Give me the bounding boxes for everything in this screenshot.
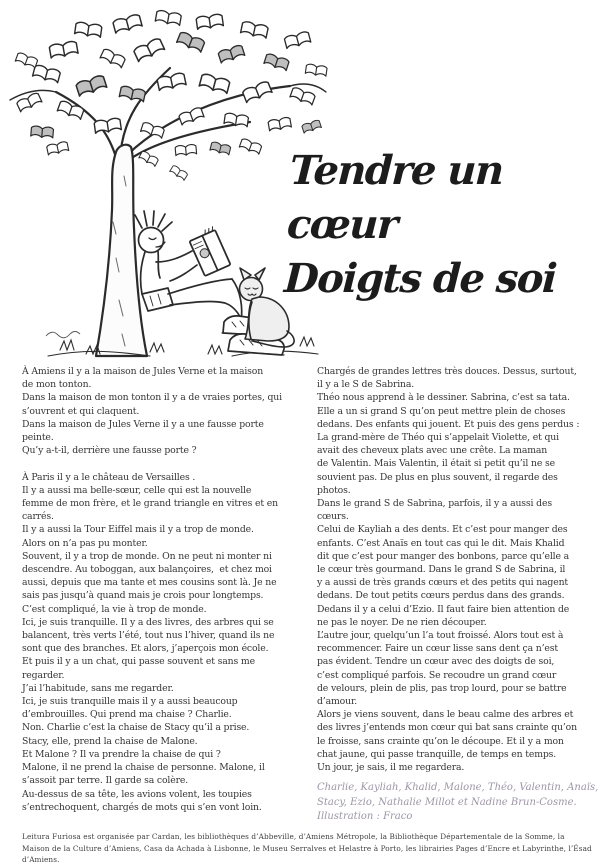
- text-line: dedans. De tout petits cœurs perdus dans des grands.: [317, 590, 565, 602]
- text-line: des livres j’entends mon cœur qui bat sans crainte qu’on: [317, 722, 577, 734]
- text-line: chat jaune, qui passe tranquille, de temps en temps.: [317, 748, 557, 760]
- book-icon: [239, 138, 262, 155]
- book-icon: [218, 44, 245, 63]
- text-line: regarder.: [22, 669, 65, 681]
- artist-signature-mark: [46, 332, 80, 338]
- book-icon: [57, 100, 84, 120]
- text-line: cœurs.: [317, 511, 349, 523]
- text-line: ne pas le noyer. De ne rien découper.: [317, 616, 487, 628]
- text-line: carrés.: [22, 511, 54, 523]
- text-line: [22, 457, 308, 470]
- text-line: Alors on n’a pas pu monter.: [22, 537, 148, 549]
- book-icon: [32, 64, 60, 83]
- text-line: s’assoit par terre. Il garde sa colère.: [22, 775, 189, 787]
- book-icon: [176, 31, 205, 53]
- text-line: d’embrouilles. Qui prend ma chaise ? Charlie.: [22, 709, 232, 721]
- text-line: À Amiens il y a la maison de Jules Verne et la maison: [22, 366, 264, 377]
- text-line: Alors je viens souvent, dans le beau calme des arbres et: [317, 709, 574, 721]
- book-icon: [112, 14, 142, 34]
- text-line: femme de mon frère, et le grand triangle en vitres et en: [22, 498, 278, 510]
- book-icon: [31, 126, 54, 139]
- book-icon: [15, 52, 38, 69]
- text-line: Ici, je suis tranquille. Il y a des livres, des arbres qui se: [22, 616, 274, 628]
- text-line: le froisse, sans crainte qu’on le découpe. Et il y a mon: [317, 735, 564, 747]
- book-icon: [210, 141, 231, 155]
- text-line: aussi, depuis que ma tante et mes cousins sont là. Je ne: [22, 577, 277, 589]
- text-line: dedans. Des enfants qui jouent. Et puis des gens perdus :: [317, 418, 580, 430]
- book-icon: [169, 165, 188, 181]
- text-line: recommencer. Faire un cœur lisse sans dent ça n’est: [317, 643, 558, 655]
- book-icon: [100, 48, 126, 68]
- text-line: C’est compliqué, la vie à trop de monde.: [22, 603, 207, 615]
- poster-title-line: Tendre un cœur: [285, 147, 504, 248]
- text-line: Malone, il ne prend la chaise de personne. Malone, il: [22, 762, 265, 774]
- text-line: photos.: [317, 484, 351, 496]
- book-icon: [140, 122, 164, 139]
- text-line: Chargés de grandes lettres très douces. Dessus, surtout,: [317, 366, 577, 377]
- credits-line: Illustration : Fraco: [317, 811, 413, 823]
- text-line: sais pas jusqu’à quand mais je crois pour longtemps.: [22, 590, 264, 602]
- text-line: Dans la maison de mon tonton il y a de vraies portes, qui: [22, 392, 282, 404]
- text-line: s’entrechoquent, chargés de mots qui s’en vont loin.: [22, 801, 262, 813]
- book-icon: [133, 37, 165, 62]
- text-line: La grand-mère de Théo qui s’appelait Violette, et qui: [317, 432, 559, 444]
- text-line: peinte.: [22, 432, 54, 444]
- text-line: Elle a un si grand S qu’on peut mettre plein de choses: [317, 405, 566, 417]
- text-line: Et Malone ? Il va prendre la chaise de qui ?: [22, 748, 221, 760]
- book-icon: [240, 21, 268, 39]
- poster-title-line: Doigts de soi: [282, 255, 558, 302]
- text-column-right-lines: [317, 365, 601, 774]
- book-icon: [139, 150, 159, 166]
- text-line: le cœur très gourmand. Dans le grand S de Sabrina, il: [317, 564, 566, 576]
- poster-title: [283, 144, 611, 306]
- credits-line: Stacy, Ezio, Nathalie Millot et Nadine Brun-Cosme.: [317, 796, 577, 808]
- text-line: Il y a aussi la Tour Eiffel mais il y a trop de monde.: [22, 524, 254, 536]
- book-icon: [264, 53, 290, 71]
- book-icon: [155, 10, 181, 26]
- text-line: dit que c’est pour manger des bonbons, parce qu’elle a: [317, 550, 570, 562]
- text-line: J’ai l’habitude, sans me regarder.: [22, 682, 174, 694]
- book-icon: [242, 80, 272, 103]
- text-line: Dedans il y a celui d’Ezio. Il faut faire bien attention de: [317, 603, 570, 615]
- text-line: de Valentin. Mais Valentin, il était si petit qu’il ne se: [317, 458, 555, 470]
- text-line: balancent, très verts l’été, tout nus l’hiver, quand ils ne: [22, 630, 275, 642]
- text-line: enfants. C’est Anaïs en tout cas qui le dit. Mais Khalid: [317, 537, 565, 549]
- illustration-reading-tree: [0, 0, 335, 362]
- book-icon: [175, 144, 197, 156]
- text-line: d’amour.: [317, 696, 358, 708]
- text-line: s’ouvrent et qui claquent.: [22, 405, 140, 417]
- book-icon: [75, 74, 107, 96]
- text-line: Et puis il y a un chat, qui passe souvent et sans me: [22, 656, 255, 668]
- book-icon: [119, 85, 146, 102]
- text-line: de velours, plein de plis, pas trop lourd, pour se battre: [317, 682, 567, 694]
- text-line: Dans le grand S de Sabrina, parfois, il y a aussi des: [317, 498, 552, 510]
- footer-organizers: Leitura Furiosa est organisée par Cardan, les bibliothèques d’Abbeville, d’Amiens Métropole, la Bibliothèque Départementale de la Somme, la Maison de la Culture d’Amiens, Casa da Achada à Lisbonne, le Museu Serralves et Helastre à Porto, les librairies Pages d’Encre et Labyrinthe, l’Ésad d’Amiens.: [22, 832, 592, 865]
- text-column-right: [317, 365, 601, 825]
- text-line: descendre. Au toboggan, aux balançoires, et chez moi: [22, 564, 272, 576]
- text-line: À Paris il y a le château de Versailles .: [22, 471, 196, 483]
- text-line: Dans la maison de Jules Verne il y a une fausse porte: [22, 418, 264, 430]
- book-icon: [268, 117, 292, 131]
- credits-line: Charlie, Kayliah, Khalid, Malone, Théo, Valentin, Anaïs,: [317, 782, 599, 794]
- text-line: Non. Charlie c’est la chaise de Stacy qu’il a prise.: [22, 722, 250, 734]
- book-icon: [94, 118, 122, 134]
- text-line: Il y a aussi ma belle-sœur, celle qui est la nouvelle: [22, 484, 252, 496]
- text-line: Théo nous apprend à le dessiner. Sabrina, c’est sa tata.: [317, 392, 570, 404]
- text-line: avait des cheveux plats avec une crête. La maman: [317, 445, 548, 457]
- book-icon: [75, 22, 103, 38]
- book-icon: [284, 31, 311, 49]
- text-line: sont que des branches. Et alors, j’aperçois mon école.: [22, 643, 269, 655]
- book-icon: [46, 141, 68, 155]
- book-icon: [290, 87, 316, 106]
- text-line: Qu’y a-t-il, derrière une fausse porte ?: [22, 445, 197, 457]
- book-icon: [49, 41, 78, 59]
- text-column-left: [22, 365, 308, 814]
- text-line: pas évident. Tendre un cœur avec des doigts de soi,: [317, 656, 555, 668]
- text-line: Celui de Kayliah a des dents. Et c’est pour manger des: [317, 524, 568, 536]
- book-icon: [199, 73, 230, 94]
- text-line: Un jour, je sais, il me regardera.: [317, 762, 465, 774]
- book-icon: [305, 64, 327, 77]
- text-line: de mon tonton.: [22, 379, 92, 391]
- book-icon: [178, 107, 204, 126]
- book-icon: [196, 14, 224, 30]
- text-line: Ici, je suis tranquille mais il y a aussi beaucoup: [22, 696, 238, 708]
- text-line: il y a le S de Sabrina.: [317, 379, 415, 391]
- text-line: L’autre jour, quelqu’un l’a tout froissé. Alors tout est à: [317, 630, 564, 642]
- text-line: Souvent, il y a trop de monde. On ne peut ni monter ni: [22, 550, 272, 562]
- text-line: Au-dessus de sa tête, les avions volent, les toupies: [22, 788, 252, 800]
- text-line: y a aussi de très grands cœurs et des petits qui nagent: [317, 577, 569, 589]
- text-line: souvient pas. De plus en plus souvent, il regarde des: [317, 471, 558, 483]
- text-line: c’est compliqué parfois. Se recoudre un grand cœur: [317, 669, 557, 681]
- tree-trunk: [96, 145, 147, 356]
- book-icon: [301, 119, 321, 133]
- credits-block: [317, 781, 601, 824]
- text-line: Stacy, elle, prend la chaise de Malone.: [22, 735, 198, 747]
